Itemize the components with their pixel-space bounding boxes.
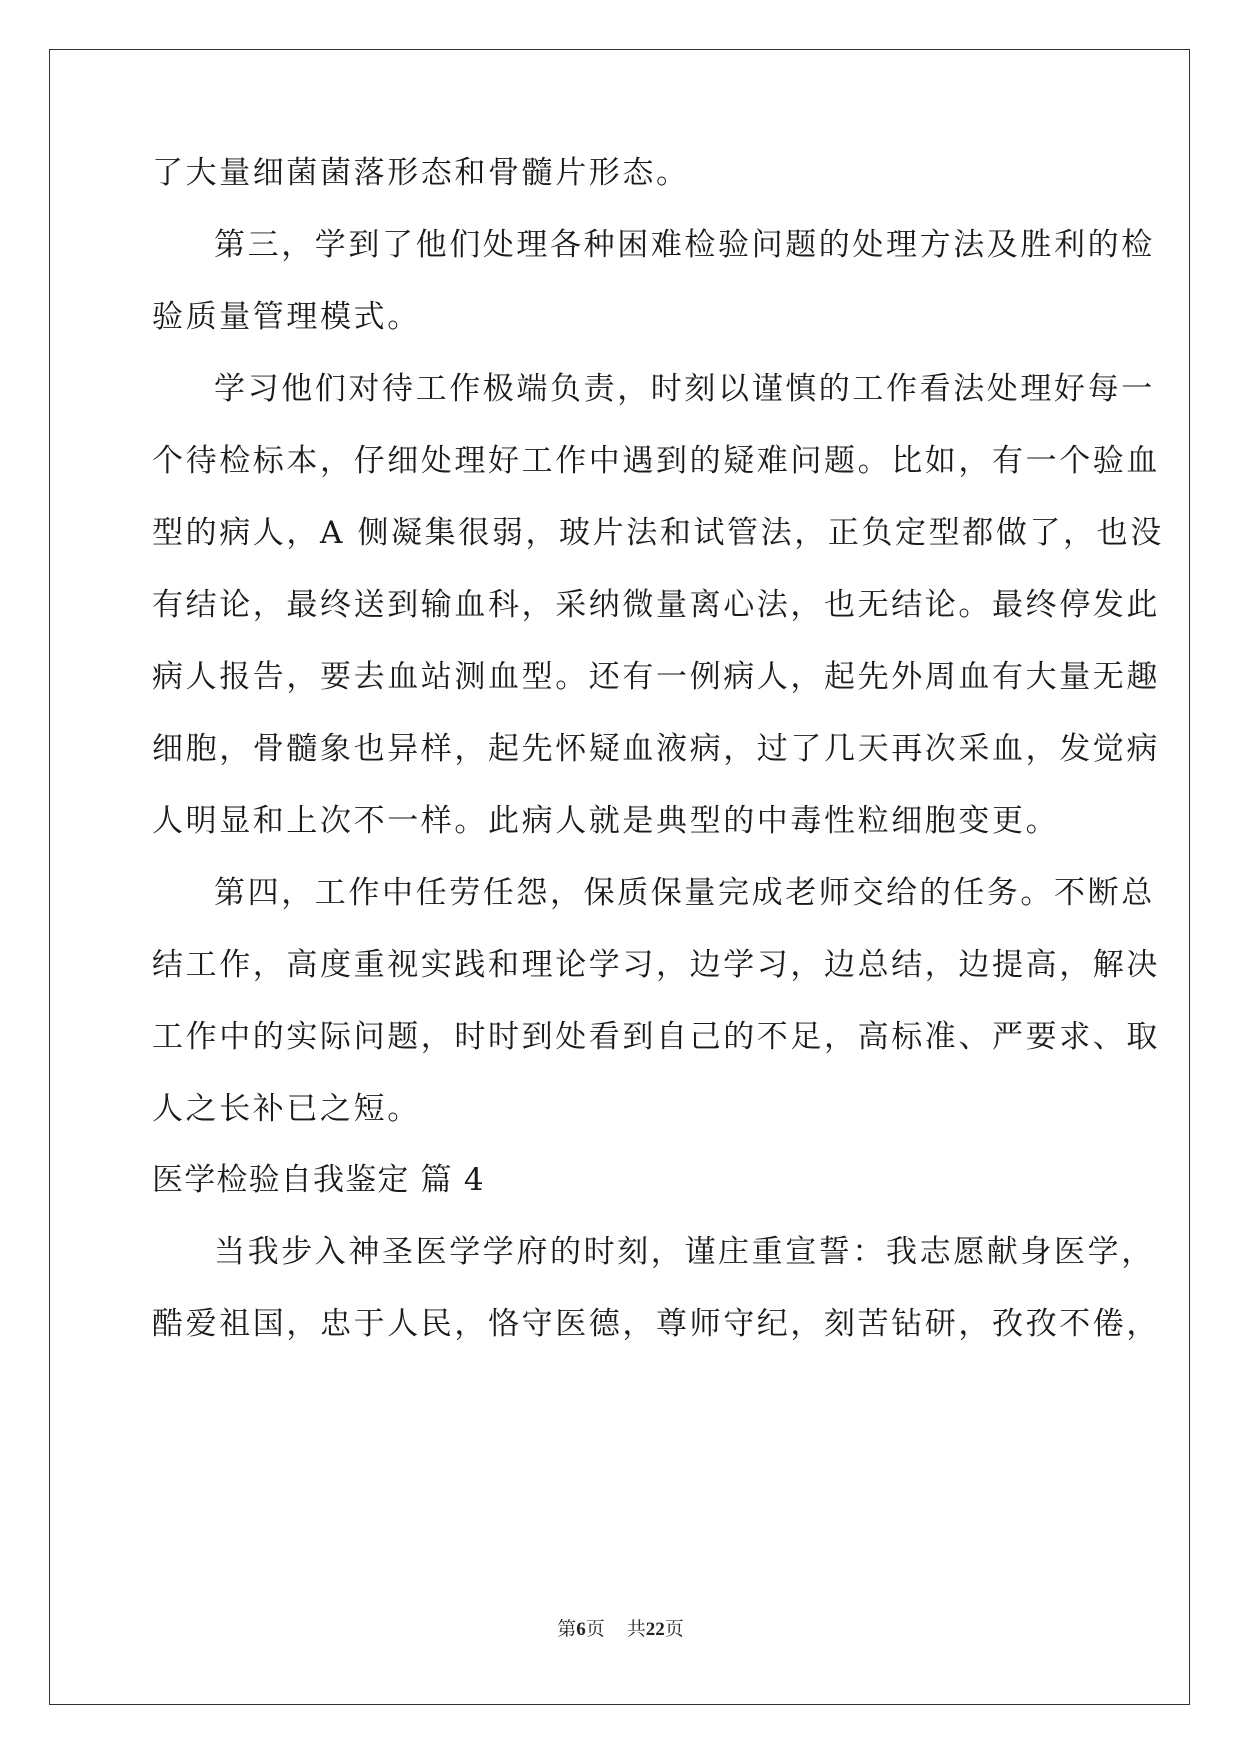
text-line: 细胞，骨髓象也异样，起先怀疑血液病，过了几天再次采血，发觉病 (152, 731, 1160, 767)
paragraph-first-line: 当我步入神圣医学学府的时刻，谨庄重宣誓：我志愿献身医学， (214, 1234, 1155, 1270)
paragraph-first-line: 第四，工作中任劳任怨，保质保量完成老师交给的任务。不断总 (214, 875, 1155, 911)
total-prefix: 共 (626, 1619, 646, 1640)
text-line: 有结论，最终送到输血科，采纳微量离心法，也无结论。最终停发此 (152, 587, 1160, 623)
total-pages: 22 (645, 1619, 665, 1640)
text-line: 验质量管理模式。 (152, 299, 421, 335)
page-number: 6 (576, 1619, 586, 1640)
text-line: 人之长补已之短。 (152, 1091, 421, 1127)
text-line: 了大量细菌菌落形态和骨髓片形态。 (152, 155, 690, 191)
text-line: 酷爱祖国，忠于人民，恪守医德，尊师守纪，刻苦钻研，孜孜不倦， (152, 1306, 1160, 1342)
paragraph-first-line: 第三，学到了他们处理各种困难检验问题的处理方法及胜利的检 (214, 227, 1155, 263)
text-line: 病人报告，要去血站测血型。还有一例病人，起先外周血有大量无趣 (152, 659, 1160, 695)
page-footer (0, 1618, 1241, 1642)
total-suffix: 页 (664, 1619, 684, 1640)
paragraph-first-line: 学习他们对待工作极端负责，时刻以谨慎的工作看法处理好每一 (214, 371, 1155, 407)
text-line: 型的病人，A 侧凝集很弱，玻片法和试管法，正负定型都做了，也没 (152, 515, 1164, 551)
text-line: 结工作，高度重视实践和理论学习，边学习，边总结，边提高，解决 (152, 947, 1160, 983)
section-heading: 医学检验自我鉴定 篇 4 (152, 1162, 485, 1198)
page-suffix: 页 (585, 1619, 605, 1640)
text-line: 人明显和上次不一样。此病人就是典型的中毒性粒细胞变更。 (152, 803, 1060, 839)
text-line: 个待检标本，仔细处理好工作中遇到的疑难问题。比如，有一个验血 (152, 443, 1160, 479)
page-prefix: 第 (557, 1619, 577, 1640)
text-line: 工作中的实际问题，时时到处看到自己的不足，高标准、严要求、取 (152, 1019, 1160, 1055)
